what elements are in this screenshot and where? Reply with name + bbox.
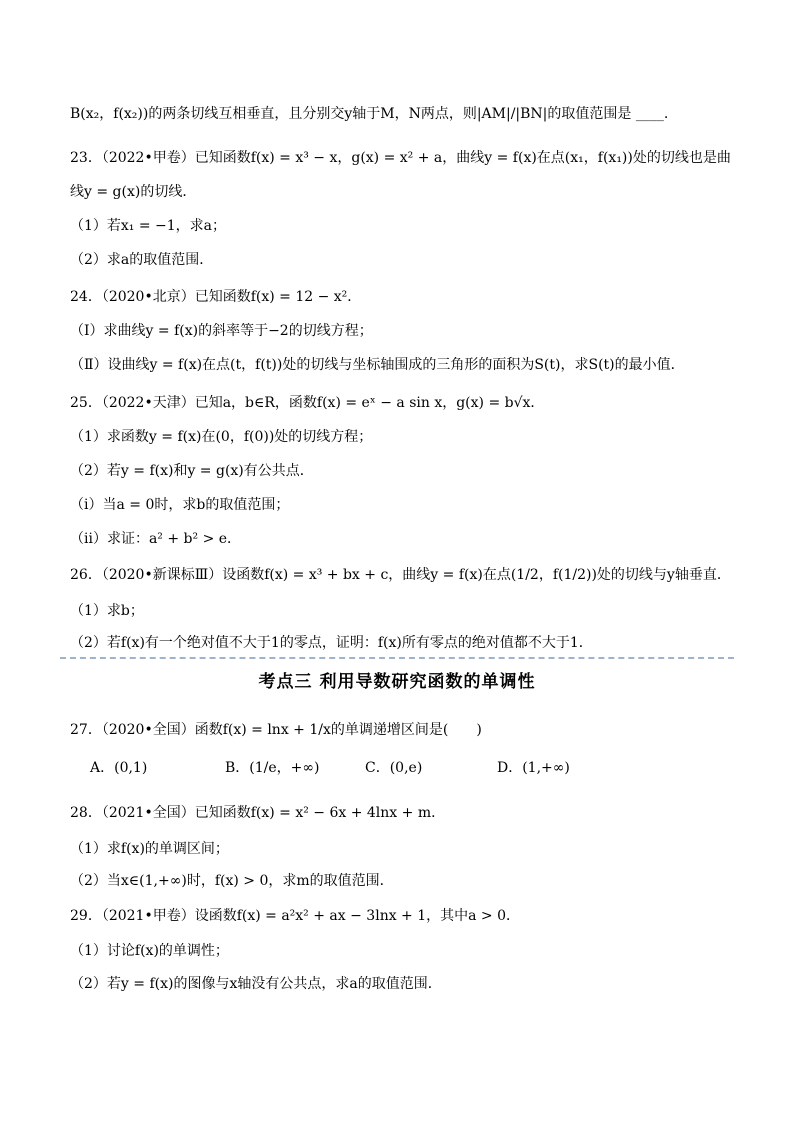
question-24-stem: 24．（2020•北京）已知函数f(x) = 12 − x²．	[70, 289, 362, 305]
question-25-part-2: （2）若y = f(x)和y = g(x)有公共点．	[70, 463, 314, 479]
question-28-part-2: （2）当x∈(1,+∞)时，f(x) > 0，求m的取值范围．	[70, 873, 394, 889]
question-23-part-2: （2）求a的取值范围．	[70, 252, 214, 268]
section-title: 考点三 利用导数研究函数的单调性	[258, 672, 536, 692]
question-28-part-1: （1）求f(x)的单调区间；	[70, 841, 229, 857]
question-23-stem-cont: 线y = g(x)的切线．	[70, 184, 197, 200]
question-29-stem: 29．（2021•甲卷）设函数f(x) = a²x² + ax − 3lnx + 1，其中a > 0．	[70, 908, 521, 924]
question-22-continuation: B(x₂，f(x₂))的两条切线互相垂直，且分别交y轴于M，N两点，则|AM|/|BN|的取值范围是 ____.	[70, 106, 669, 122]
question-26-part-1: （1）求b；	[70, 603, 144, 619]
option-d: D．(1,+∞)	[497, 760, 570, 776]
question-25-part-1: （1）求函数y = f(x)在(0，f(0))处的切线方程；	[70, 429, 373, 445]
question-25-part-2i: （ⅰ）当a = 0时，求b的取值范围；	[70, 497, 290, 513]
question-26-stem: 26．（2020•新课标Ⅲ）设函数f(x) = x³ + bx + c，曲线y = f(x)在点(1/2，f(1/2))处的切线与y轴垂直．	[70, 567, 731, 583]
question-25-stem: 25．（2022•天津）已知a，b∈R，函数f(x) = eˣ − a sin x，g(x) = b√x．	[70, 395, 545, 411]
question-29-part-2: （2）若y = f(x)的图像与x轴没有公共点，求a的取值范围．	[70, 976, 442, 992]
question-23-part-1: （1）若x₁ = −1，求a；	[70, 218, 227, 234]
question-29-part-1: （1）讨论f(x)的单调性；	[70, 943, 229, 959]
option-b: B．(1/e，+∞)	[225, 760, 320, 776]
question-28-stem: 28．（2021•全国）已知函数f(x) = x² − 6x + 4lnx + m．	[70, 805, 446, 821]
option-c: C．(0,e)	[365, 760, 423, 776]
section-divider	[60, 657, 734, 659]
question-27-stem: 27．（2020•全国）函数f(x) = lnx + 1/x的单调递增区间是( )	[70, 722, 482, 738]
question-24-part-2: （Ⅱ）设曲线y = f(x)在点(t，f(t))处的切线与坐标轴围成的三角形的面积为S(t)，求S(t)的最小值．	[70, 357, 685, 373]
question-25-part-2ii: （ⅱ）求证：a² + b² > e．	[70, 531, 242, 547]
option-a: A．(0,1)	[90, 760, 148, 776]
question-24-part-1: （Ⅰ）求曲线y = f(x)的斜率等于−2的切线方程；	[70, 323, 373, 339]
question-26-part-2: （2）若f(x)有一个绝对值不大于1的零点，证明：f(x)所有零点的绝对值都不大于1．	[70, 635, 593, 651]
question-23-stem: 23．（2022•甲卷）已知函数f(x) = x³ − x，g(x) = x² + a，曲线y = f(x)在点(x₁，f(x₁))处的切线也是曲	[70, 150, 731, 166]
